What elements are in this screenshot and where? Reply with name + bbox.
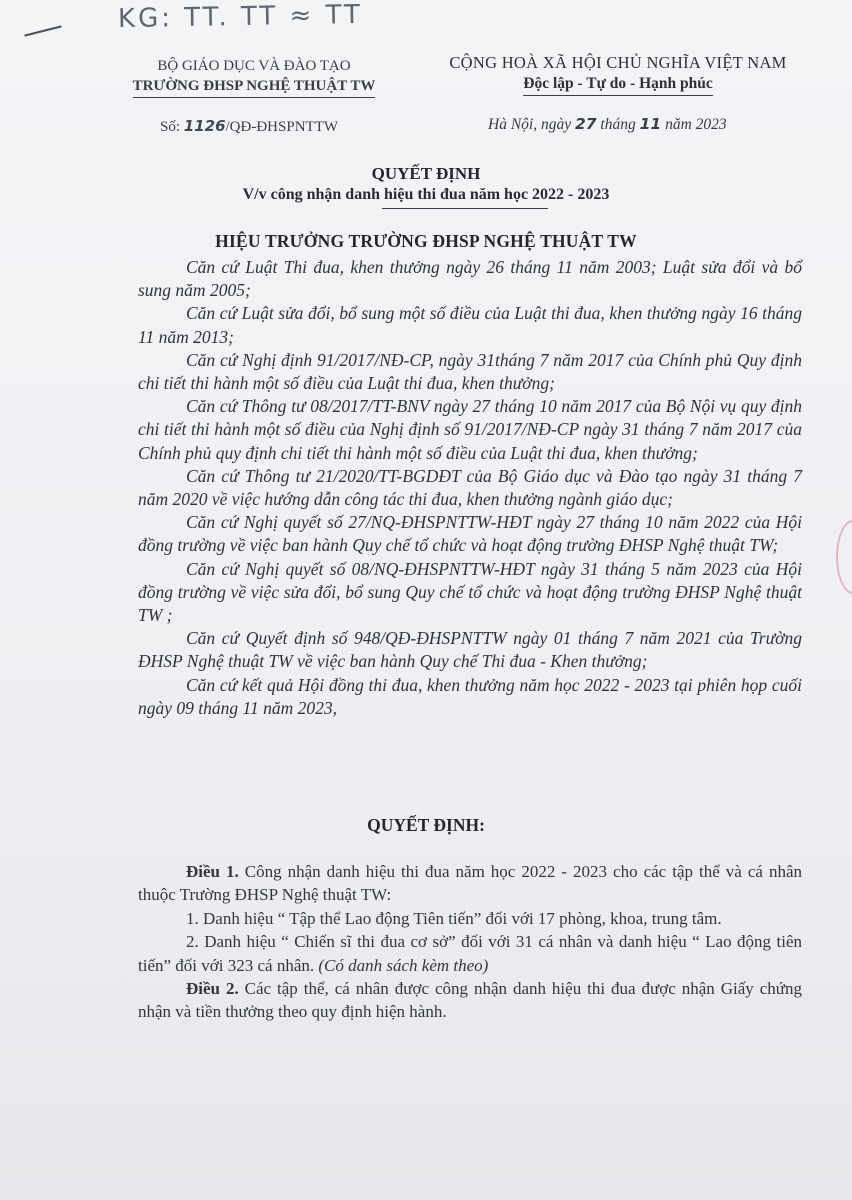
legal-basis-7: Căn cứ Nghị quyết số 08/NQ-ĐHSPNTTW-HĐT ngày 31 tháng 5 năm 2023 của Hội đồng trường về việc sửa đổi, bổ sung Quy chế tổ chức và hoạt động trường ĐHSP Nghệ thuật TW ; — [138, 558, 802, 626]
date-month-handwritten: 11 — [639, 115, 662, 133]
article-1-item-1: 1. Danh hiệu “ Tập thể Lao động Tiên tiến” đối với 17 phòng, khoa, trung tâm. — [186, 908, 722, 928]
red-stamp-edge — [836, 520, 852, 594]
school-name: TRƯỜNG ĐHSP NGHỆ THUẬT TW — [104, 76, 404, 98]
article-1-text: Công nhận danh hiệu thi đua năm học 2022 - 2023 cho các tập thể và cá nhân thuộc Trường ĐHSP Nghệ thuật TW: — [138, 862, 802, 905]
article-2-text: Các tập thể, cá nhân được công nhận danh hiệu thi đua được nhận Giấy chứng nhận và tiền thưởng theo quy định hiện hành. — [138, 979, 802, 1022]
document-title: QUYẾT ĐỊNH — [371, 164, 481, 183]
legal-bases — [138, 256, 802, 720]
national-motto: Độc lập - Tự do - Hạnh phúc — [418, 73, 818, 96]
document-number — [160, 117, 380, 136]
legal-basis-9: Căn cứ kết quả Hội đồng thi đua, khen thưởng năm học 2022 - 2023 tại phiên họp cuối ngày 09 tháng 11 năm 2023, — [138, 674, 802, 718]
articles — [138, 860, 802, 1024]
legal-basis-8: Căn cứ Quyết định số 948/QĐ-ĐHSPNTTW ngày 01 tháng 7 năm 2021 của Trường ĐHSP Nghệ thuật TW về việc ban hành Quy chế Thi đua - Khen thưởng; — [138, 628, 802, 672]
decision-heading: QUYẾT ĐỊNH: — [367, 815, 485, 835]
document-number-suffix: /QĐ-ĐHSPNTTW — [225, 119, 339, 135]
subtitle-underline — [382, 208, 548, 209]
legal-basis-2: Căn cứ Luật sửa đổi, bổ sung một số điều của Luật thi đua, khen thưởng ngày 16 tháng 11 năm 2013; — [138, 303, 802, 347]
document-subtitle: V/v công nhận danh hiệu thi đua năm học 2022 - 2023 — [242, 186, 610, 203]
legal-basis-6: Căn cứ Nghị quyết số 27/NQ-ĐHSPNTTW-HĐT ngày 27 tháng 10 năm 2022 của Hội đồng trường về việc ban hành Quy chế tổ chức và hoạt động trường ĐHSP Nghệ thuật TW; — [138, 512, 802, 556]
article-1-item-2: 2. Danh hiệu “ Chiến sĩ thi đua cơ sở” đối với 31 cá nhân và danh hiệu “ Lao động tiên tiến” đối với 323 cá nhân. (Có danh sách kèm theo) — [138, 932, 802, 975]
issue-date: Hà Nội, ngày 27 tháng 11 năm 2023 — [488, 115, 727, 133]
article-1-label: Điều 1. — [186, 862, 239, 881]
attached-list-note: (Có danh sách kèm theo) — [314, 955, 489, 975]
legal-basis-5: Căn cứ Thông tư 21/2020/TT-BGDĐT của Bộ Giáo dục và Đào tạo ngày 31 tháng 7 năm 2020 về việc hướng dẫn công tác thi đua, khen thưởng ngành giáo dục; — [138, 465, 802, 510]
article-2 — [138, 977, 802, 1024]
document-number-prefix: Số: — [160, 119, 184, 135]
document-number-handwritten: 1126 — [183, 117, 226, 135]
date-day-handwritten: 27 — [574, 115, 597, 133]
national-header — [418, 52, 818, 96]
issuing-authority-block — [104, 56, 404, 98]
article-2-label: Điều 2. — [186, 979, 239, 999]
ministry-name: BỘ GIÁO DỤC VÀ ĐÀO TẠO — [157, 58, 351, 74]
article-1 — [138, 860, 802, 907]
legal-basis-3: Căn cứ Nghị định 91/2017/NĐ-CP, ngày 31tháng 7 năm 2017 của Chính phủ Quy định chi tiết thi hành một số điều của Luật thi đua, khen thưởng; — [138, 349, 802, 394]
pen-dash-mark — [24, 25, 61, 36]
handwritten-note: KG: TT. TT ≈ TT — [117, 0, 364, 35]
nation-title: CỘNG HOÀ XÃ HỘI CHỦ NGHĨA VIỆT NAM — [449, 53, 787, 72]
legal-basis-1: Căn cứ Luật Thi đua, khen thưởng ngày 26 tháng 11 năm 2003; Luật sửa đổi và bổ sung năm 2005; — [138, 257, 802, 301]
legal-basis-4: Căn cứ Thông tư 08/2017/TT-BNV ngày 27 tháng 10 năm 2017 của Bộ Nội vụ quy định chi tiết thi hành một số điều của Nghị định số 91/2017/NĐ-CP ngày 31 tháng 7 năm 2017 của Chính phủ quy định chi tiết thi hành một số điều của Luật thi đua, khen thưởng; — [138, 396, 802, 463]
principal-heading: HIỆU TRƯỞNG TRƯỜNG ĐHSP NGHỆ THUẬT TW — [215, 231, 637, 251]
